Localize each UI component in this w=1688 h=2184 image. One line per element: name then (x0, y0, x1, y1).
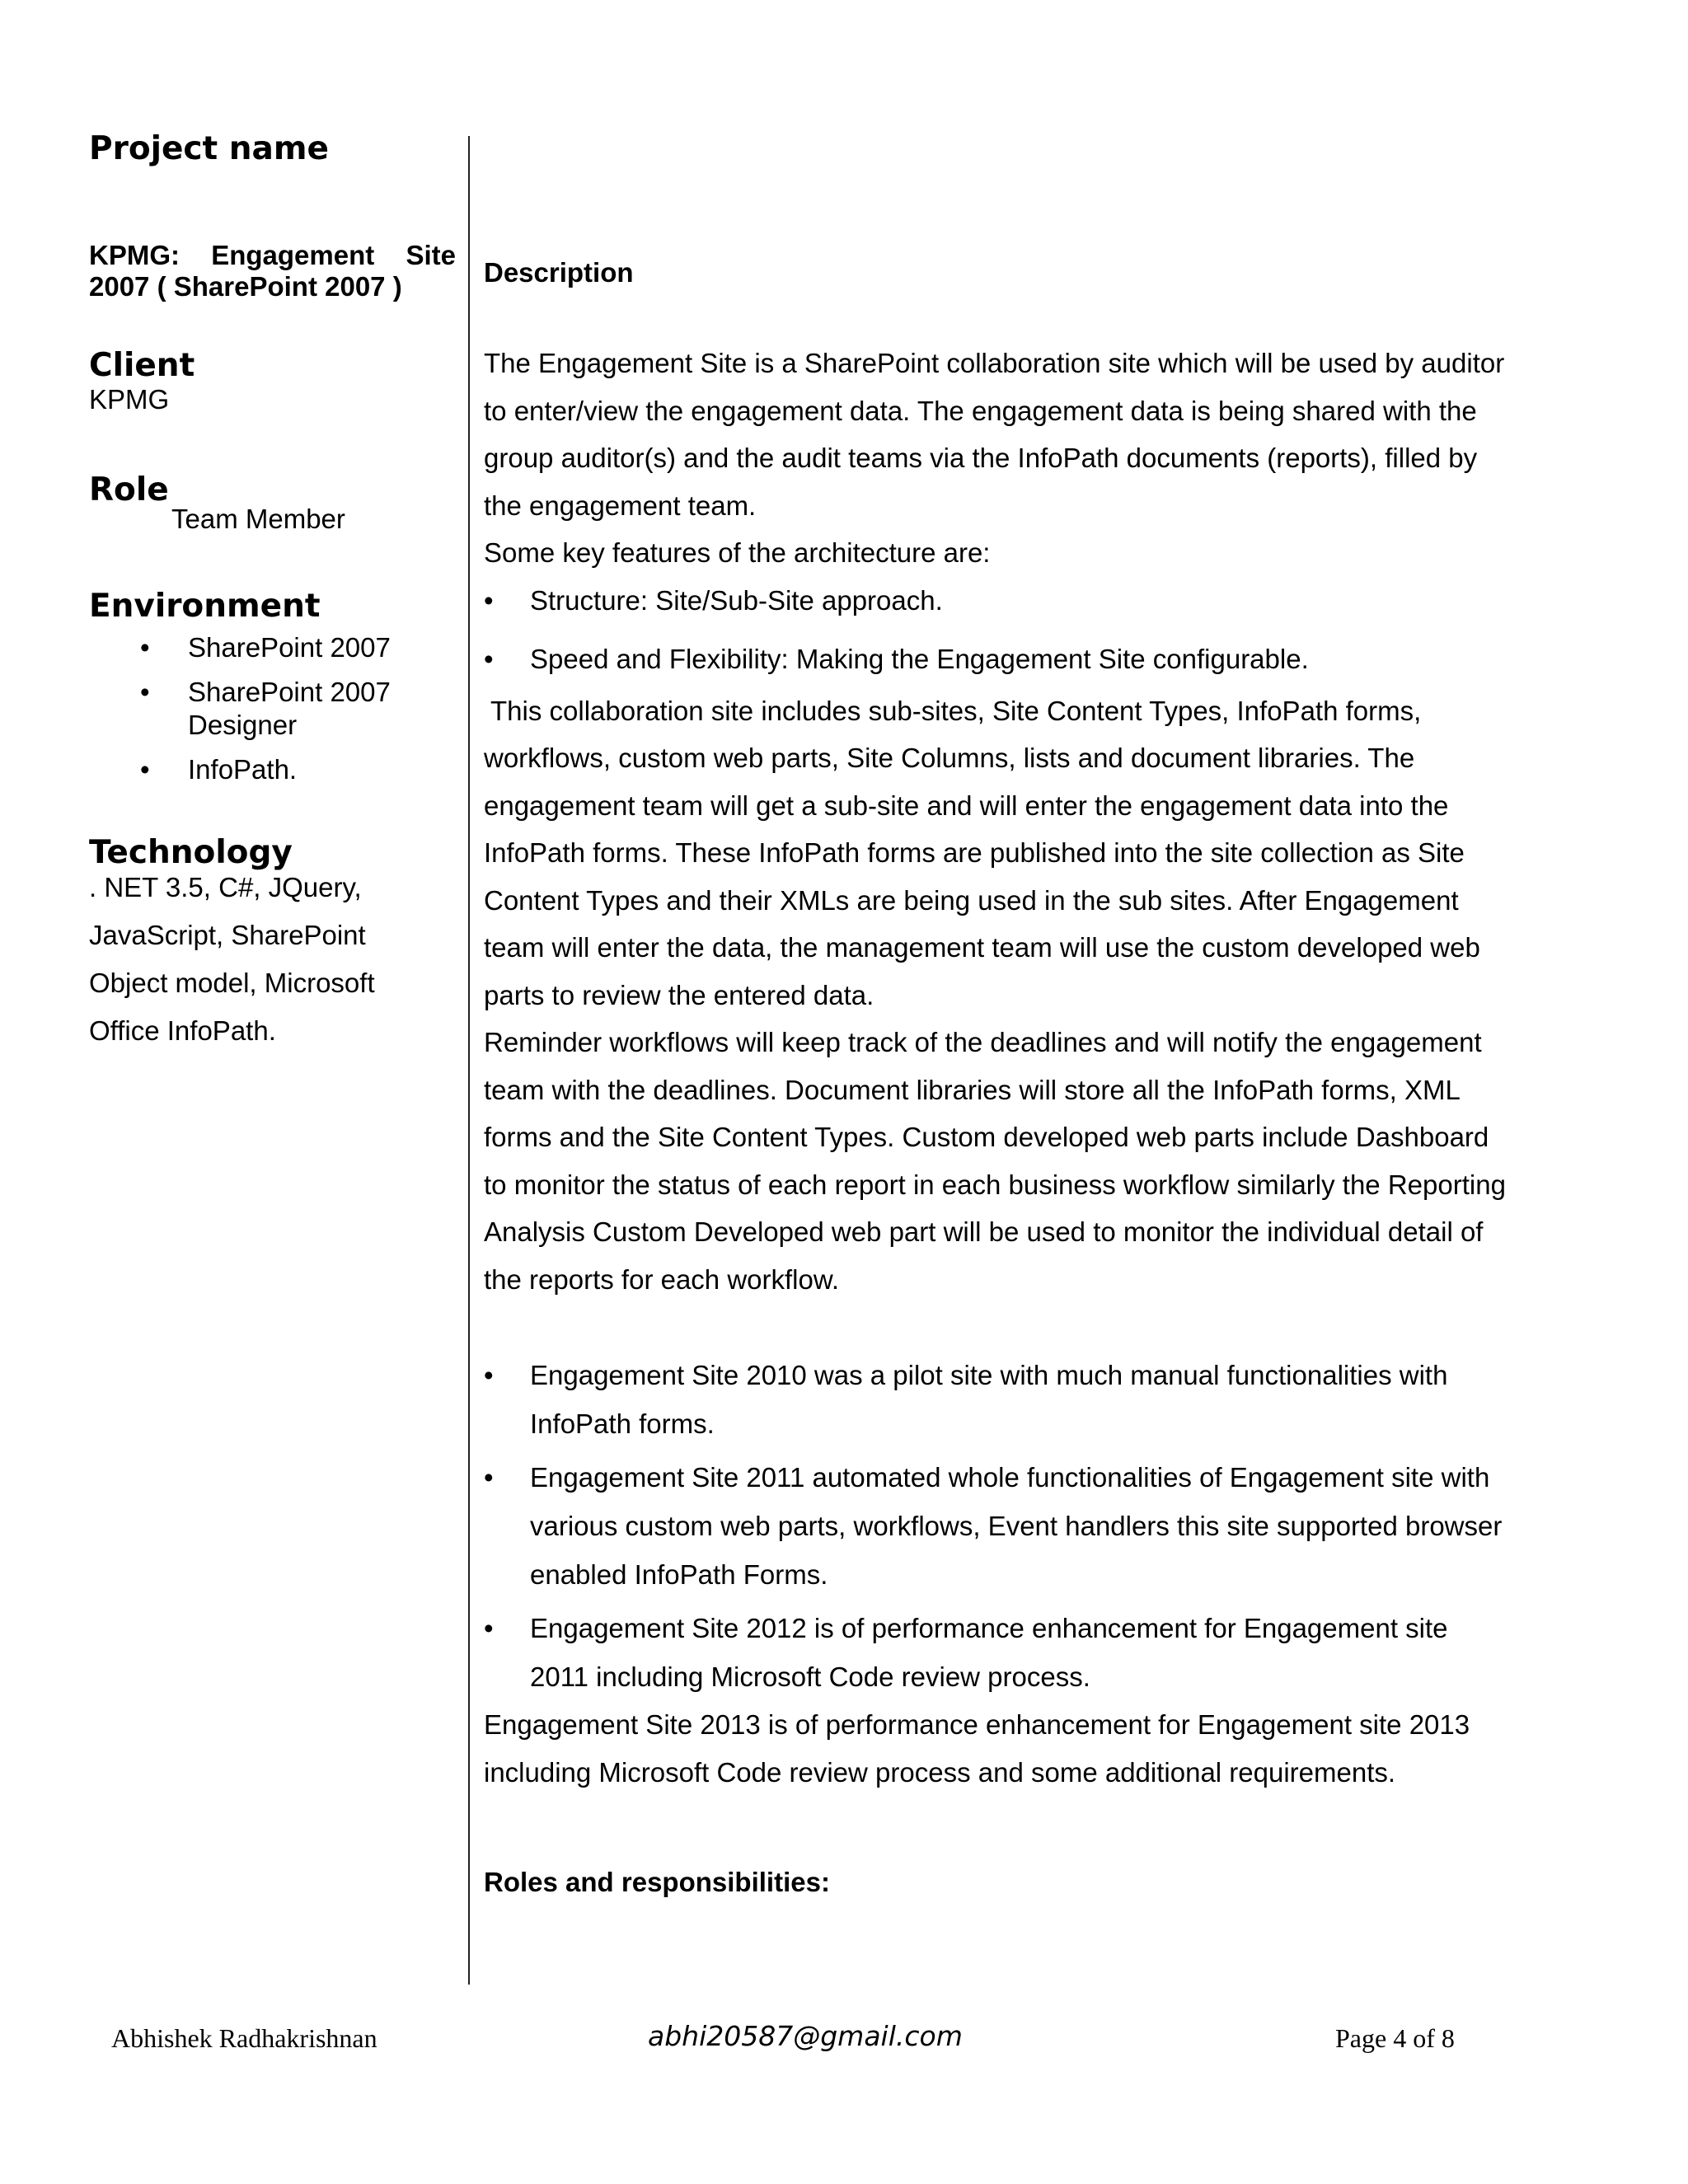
client-heading: Client (89, 346, 195, 384)
right-column (484, 257, 1506, 1898)
environment-item: SharePoint 2007 (188, 631, 391, 663)
environment-list (89, 631, 456, 786)
site-version-item: Engagement Site 2010 was a pilot site with much manual functionalities with InfoPath forms. (530, 1360, 1448, 1439)
list-item (484, 1351, 1506, 1448)
project-name-value (89, 240, 456, 302)
bullet-icon: • (484, 643, 494, 674)
project-name-word: Engagement (211, 239, 375, 270)
list-item (484, 1604, 1506, 1701)
project-name-line-1 (89, 240, 456, 271)
bullet-icon: • (140, 631, 150, 663)
feature-item: Speed and Flexibility: Making the Engagement Site configurable. (530, 643, 1309, 674)
list-item (89, 631, 456, 664)
feature-item: Structure: Site/Sub-Site approach. (530, 584, 943, 616)
technology-heading: Technology (89, 833, 293, 871)
footer-page-number: Page 4 of 8 (1335, 2023, 1455, 2053)
environment-item: SharePoint 2007 Designer (188, 676, 391, 740)
environment-item: InfoPath. (188, 753, 298, 785)
site-versions-list (484, 1351, 1506, 1701)
site-2013-paragraph: Engagement Site 2013 is of performance enhancement for Engagement site 2013 including Microsoft Code review process and some additional requirements. (484, 1709, 1470, 1788)
bullet-icon: • (484, 584, 494, 616)
bullet-icon: • (484, 1613, 494, 1643)
project-name-word: Site (406, 239, 456, 270)
project-name-word: KPMG: (89, 239, 180, 270)
page-footer (0, 2020, 1688, 2064)
environment-heading: Environment (89, 587, 321, 625)
footer-email[interactable]: abhi20587@gmail.com (648, 2020, 963, 2052)
list-item (484, 577, 1506, 624)
technology-value: . NET 3.5, C#, JQuery, JavaScript, SharePoint Object model, Microsoft Office InfoPath. (89, 872, 375, 1047)
list-item (484, 1453, 1506, 1599)
bullet-icon: • (484, 1360, 494, 1390)
key-features-intro: Some key features of the architecture are: (484, 537, 991, 568)
list-item (89, 753, 456, 786)
column-divider (468, 136, 470, 1985)
list-item (89, 676, 456, 742)
role-heading: Role (89, 471, 169, 509)
collaboration-paragraph: This collaboration site includes sub-sites, Site Content Types, InfoPath forms, workflows, custom web parts, Site Columns, lists and document libraries. The engagement team will get a sub-site and will enter the engagement data into the InfoPath forms. These InfoPath forms are published into the site collection as Site Content Types and their XMLs are being used in the sub sites. After Engagement team will enter the data, the management team will use the custom developed web parts to review the entered data. (484, 695, 1480, 1010)
site-version-item: Engagement Site 2012 is of performance enhancement for Engagement site 2011 including Microsoft Code review process. (530, 1613, 1448, 1692)
site-version-item: Engagement Site 2011 automated whole functionalities of Engagement site with various custom web parts, workflows, Event handlers this site supported browser enabled InfoPath Forms. (530, 1462, 1503, 1590)
description-heading: Description (484, 257, 634, 288)
intro-paragraph: The Engagement Site is a SharePoint collaboration site which will be used by auditor to enter/view the engagement data. The engagement data is being shared with the group auditor(s) and the audit teams via the InfoPath documents (reports), filled by the engagement team. (484, 348, 1505, 521)
bullet-icon: • (140, 676, 150, 707)
footer-author-name: Abhishek Radhakrishnan (111, 2023, 377, 2053)
list-item (484, 635, 1506, 682)
reminder-paragraph: Reminder workflows will keep track of the deadlines and will notify the engagement team with the deadlines. Document libraries will store all the InfoPath forms, XML forms and the Site Content Types. Custom developed web parts include Dashboard to monitor the status of each report in each business workflow similarly the Reporting Analysis Custom Developed web part will be used to monitor the individual detail of the reports for each workflow. (484, 1027, 1506, 1295)
project-name-line-2: 2007 ( SharePoint 2007 ) (89, 270, 402, 302)
bullet-icon: • (140, 753, 150, 785)
features-list (484, 577, 1506, 682)
roles-heading: Roles and responsibilities: (484, 1867, 830, 1897)
role-value: Team Member (171, 503, 345, 534)
left-column (89, 132, 456, 1055)
client-value: KPMG (89, 383, 170, 415)
bullet-icon: • (484, 1462, 494, 1493)
project-name-heading: Project name (89, 130, 329, 167)
